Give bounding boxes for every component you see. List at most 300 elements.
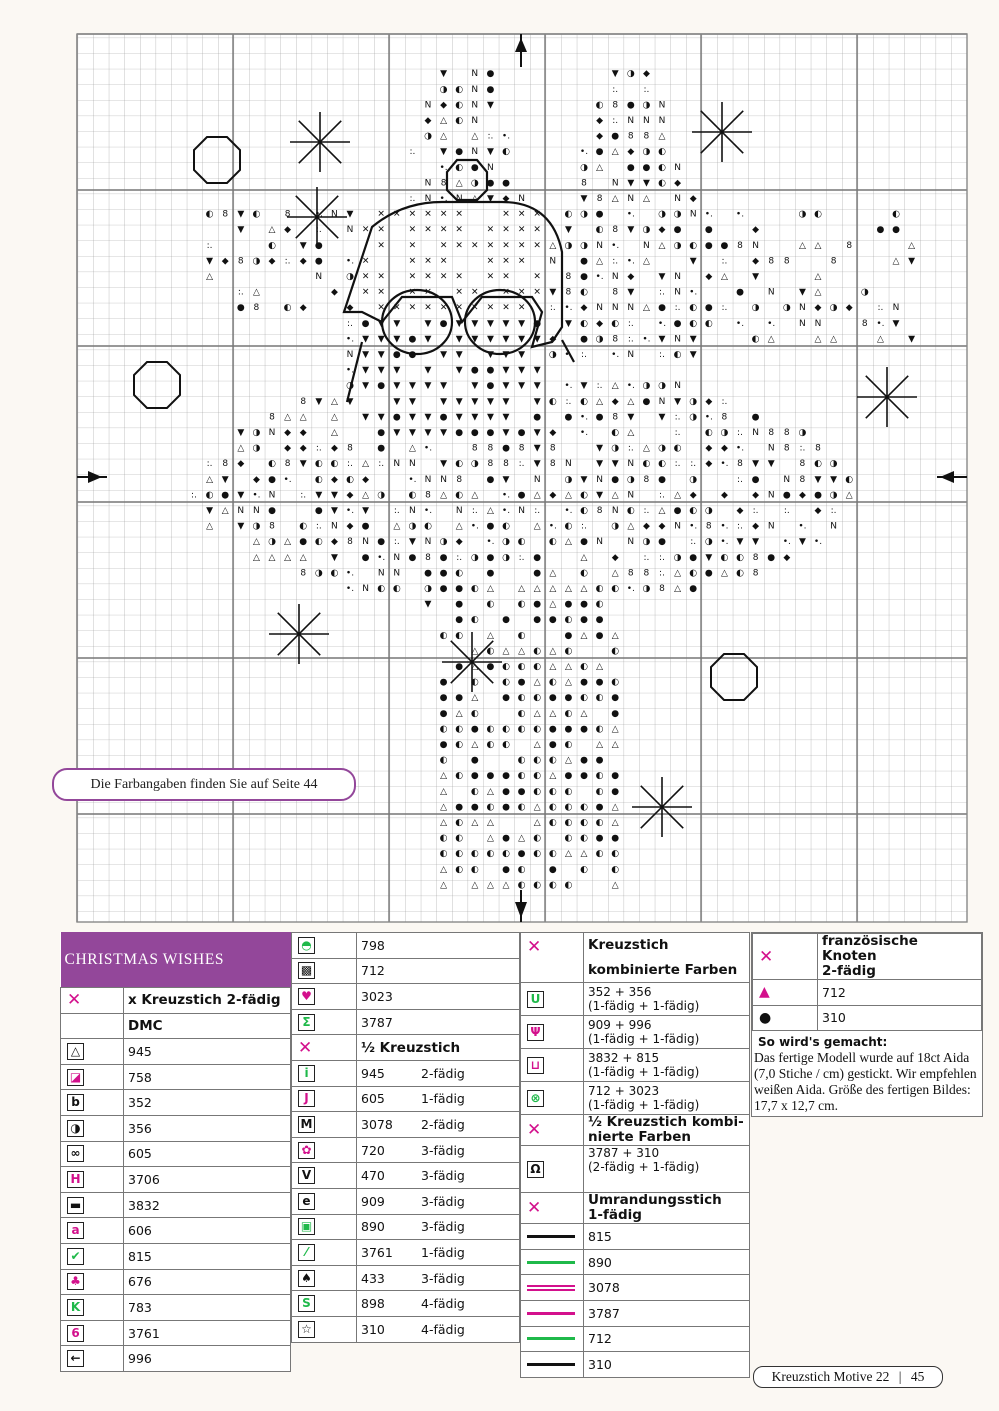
svg-text:N: N [689,209,697,220]
svg-text:▼: ▼ [346,396,354,407]
svg-text:◐: ◐ [689,568,698,579]
svg-text:✕: ✕ [502,209,510,220]
svg-text:◐: ◐ [205,490,214,501]
svg-text:●: ● [533,552,542,563]
stitch-symbol-icon: M [298,1116,315,1133]
svg-text:◐: ◐ [892,209,900,220]
svg-text:▼: ▼ [330,506,338,516]
svg-text:◐: ◐ [470,786,479,797]
svg-text:●: ● [502,771,510,782]
svg-text:▼: ▼ [362,334,370,345]
svg-text:▼: ▼ [533,334,541,345]
svg-text::.: :. [471,506,478,516]
svg-text:◆: ◆ [284,428,292,438]
svg-text:8: 8 [581,178,587,189]
svg-text:N: N [549,256,557,267]
svg-text:•.: •. [345,365,355,376]
svg-text::.: :. [627,334,634,345]
svg-text:●: ● [502,693,510,704]
svg-text:✕: ✕ [439,272,448,282]
svg-text:N: N [424,100,432,111]
svg-text:●: ● [548,740,557,750]
svg-text:△: △ [284,537,292,548]
svg-text:◐: ◐ [611,428,620,438]
svg-text:●: ● [439,677,448,688]
svg-text:◐: ◐ [533,755,542,766]
svg-text:N: N [611,303,619,314]
svg-text:N: N [830,521,837,532]
svg-text:N: N [518,194,525,204]
svg-text:▼: ▼ [330,490,338,501]
svg-text::.: :. [549,303,556,314]
svg-text:△: △ [611,802,619,813]
svg-text:✕: ✕ [377,240,385,251]
svg-text:◐: ◐ [314,459,323,470]
svg-text:●: ● [486,474,495,485]
svg-text:◆: ◆ [237,459,245,470]
stitch-symbol-icon: ∞ [67,1145,84,1162]
svg-text:8: 8 [783,428,790,438]
svg-text:◆: ◆ [752,490,760,501]
svg-text:●: ● [611,708,620,719]
svg-text:▼: ▼ [533,396,541,407]
svg-text:8: 8 [300,568,307,579]
svg-text:8: 8 [347,443,353,454]
svg-text:●: ● [502,178,510,189]
svg-text:△: △ [486,506,494,516]
svg-text:✕: ✕ [533,287,541,298]
svg-text::.: :. [674,428,681,438]
svg-text:●: ● [470,428,479,438]
svg-text:•.: •. [423,443,433,454]
svg-text::.: :. [518,552,525,563]
svg-text:▼: ▼ [440,428,448,438]
svg-text:▼: ▼ [440,396,448,407]
svg-text:△: △ [440,131,448,142]
svg-text:●: ● [502,443,510,454]
svg-text:◐: ◐ [736,568,744,579]
svg-text:△: △ [580,584,588,594]
svg-text:▼: ▼ [502,381,510,392]
svg-text:▼: ▼ [408,537,416,548]
svg-text:△: △ [596,162,604,173]
svg-text:▼: ▼ [752,272,760,282]
svg-text:✕: ✕ [424,225,432,236]
svg-text:•.: •. [611,240,620,251]
svg-text:●: ● [455,599,464,610]
svg-text:◑: ◑ [564,240,573,251]
combined-cross-label: Kreuzstich [584,933,750,958]
svg-text:●: ● [470,771,479,782]
svg-text:✕: ✕ [377,209,385,220]
svg-text:●: ● [502,786,510,797]
svg-text:●: ● [720,240,729,251]
svg-text:8: 8 [643,568,650,579]
svg-text:◐: ◐ [424,521,432,532]
svg-text:△: △ [299,552,307,563]
svg-text:N: N [752,428,759,438]
svg-text:✕: ✕ [377,272,385,282]
svg-text:▼: ▼ [658,412,666,423]
svg-text:8: 8 [612,100,619,111]
svg-text:▼: ▼ [424,599,432,610]
svg-text:N: N [393,459,401,470]
svg-text:△: △ [814,287,822,298]
svg-text:●: ● [439,568,448,579]
svg-text:●: ● [704,303,713,314]
svg-text:●: ● [455,693,464,704]
svg-text:●: ● [486,381,495,392]
svg-text:N: N [767,443,775,454]
svg-text:◐: ◐ [486,740,495,750]
cross-stitch-icon: ✕ [67,990,82,1011]
svg-text:●: ● [502,864,510,875]
svg-text:◐: ◐ [580,693,588,704]
svg-text:◆: ◆ [814,506,822,516]
svg-text:▼: ▼ [502,428,510,438]
svg-text:●: ● [486,771,495,782]
svg-text:●: ● [392,350,401,360]
svg-text:◐: ◐ [533,833,542,844]
svg-text:◐: ◐ [517,880,526,891]
svg-text:◐: ◐ [517,662,526,672]
svg-text:N: N [315,272,323,282]
svg-text:▼: ▼ [486,396,494,407]
combo-symbol-icon: U [527,991,544,1008]
svg-text:N: N [424,194,432,204]
svg-text:N: N [424,537,432,548]
svg-text:◆: ◆ [689,194,697,204]
svg-text:●: ● [580,599,588,610]
svg-text:△: △ [564,677,572,688]
svg-text:▼: ▼ [455,318,463,329]
svg-text:N: N [596,240,603,251]
svg-text:◐: ◐ [455,568,464,579]
svg-text:N: N [627,116,635,126]
svg-text:△: △ [564,662,572,672]
svg-text:•.: •. [501,490,511,501]
svg-text:✕: ✕ [439,303,448,314]
svg-text:▼: ▼ [486,100,494,111]
svg-text:△: △ [549,708,557,719]
svg-text:●: ● [595,833,604,844]
svg-text::.: :. [393,537,400,548]
svg-text:◆: ◆ [752,256,760,267]
svg-text:◐: ◐ [470,584,479,594]
half-combo-threads: (2-fädig + 1-fädig) [588,1160,700,1175]
svg-text:●: ● [439,693,448,704]
svg-text:✕: ✕ [424,209,432,220]
dmc-color-number: 798 [357,933,520,959]
svg-text:8: 8 [799,459,806,470]
svg-text:△: △ [502,880,510,891]
svg-text:✕: ✕ [424,256,432,267]
svg-text:◐: ◐ [673,350,682,360]
svg-text:✕: ✕ [517,256,526,267]
svg-text:◑: ◑ [642,100,651,111]
svg-text:N: N [455,506,463,516]
svg-text:N: N [409,506,416,516]
svg-text:◆: ◆ [705,443,713,454]
stitch-symbol-icon: V [298,1167,315,1184]
svg-text:●: ● [299,537,308,548]
svg-text:▼: ▼ [564,318,572,329]
svg-text:●: ● [580,334,588,345]
svg-text:◐: ◐ [580,662,588,672]
svg-text:N: N [658,116,666,126]
svg-text:◐: ◐ [642,459,651,470]
outline-line-swatch [527,1312,575,1315]
svg-text:◆: ◆ [736,506,744,516]
svg-text:◑: ◑ [642,147,651,158]
svg-text:•.: •. [579,147,589,158]
svg-text:8: 8 [222,209,229,220]
svg-text:8: 8 [347,537,353,548]
svg-text:N: N [627,537,635,548]
svg-text:N: N [533,474,541,485]
svg-text:•.: •. [252,490,261,501]
svg-text:◐: ◐ [439,724,448,735]
svg-text:◆: ◆ [720,443,728,454]
svg-text:●: ● [580,724,588,735]
svg-text:△: △ [549,646,557,657]
svg-text:●: ● [470,802,479,813]
svg-text:●: ● [611,131,620,142]
svg-text:N: N [627,490,635,501]
stitch-symbol-icon: a [67,1222,84,1239]
svg-text:8: 8 [284,209,291,220]
svg-text:●: ● [564,412,573,423]
svg-text:N: N [674,194,681,204]
svg-text:△: △ [720,272,728,282]
svg-text:△: △ [533,677,541,688]
svg-text:◐: ◐ [580,506,588,516]
svg-text:✕: ✕ [502,287,510,298]
svg-text:◑: ◑ [611,521,620,532]
svg-text:8: 8 [612,412,619,423]
svg-text:●: ● [439,318,448,329]
svg-text:▼: ▼ [330,552,338,563]
svg-text::.: :. [596,381,603,392]
svg-text:●: ● [486,521,495,532]
svg-text:△: △ [533,802,541,813]
svg-text:△: △ [206,521,214,532]
svg-text:●: ● [268,506,276,516]
svg-text::.: :. [737,428,743,438]
svg-text:△: △ [486,786,494,797]
svg-text:▼: ▼ [642,178,650,189]
svg-text:◐: ◐ [439,833,448,844]
svg-text:△: △ [237,443,245,454]
svg-text:◑: ◑ [377,490,386,501]
svg-text:◐: ◐ [533,646,542,657]
svg-text:●: ● [642,396,651,407]
dmc-color-number: 898 [357,1291,418,1317]
svg-text:▼: ▼ [767,459,775,470]
svg-text:8: 8 [456,474,463,485]
svg-text:△: △ [674,584,682,594]
svg-text:△: △ [455,521,463,532]
svg-text:◐: ◐ [580,568,588,579]
svg-text:△: △ [658,240,666,251]
outline-stitch-label: Umrandungsstich 1-fädig [584,1193,750,1224]
svg-text:•.: •. [564,381,573,392]
svg-text:△: △ [533,521,541,532]
svg-text:N: N [767,287,775,298]
svg-text:8: 8 [815,443,821,454]
svg-text:●: ● [751,474,760,485]
svg-text:●: ● [814,490,822,501]
svg-text:8: 8 [768,256,775,267]
svg-text:•.: •. [642,334,651,345]
outline-line-swatch [527,1363,575,1366]
svg-text:◑: ◑ [673,209,682,220]
svg-text:◑: ◑ [704,537,713,548]
svg-text:N: N [596,303,603,314]
svg-text:•.: •. [626,584,635,594]
svg-text:△: △ [440,786,448,797]
stitch-symbol-icon: ◑ [67,1120,84,1137]
svg-text:8: 8 [237,256,244,267]
svg-text:△: △ [642,194,650,204]
dmc-color-number: 433 [357,1265,418,1291]
svg-text:✕: ✕ [502,240,510,251]
svg-text:◐: ◐ [658,178,666,189]
svg-text:●: ● [595,677,604,688]
svg-text:●: ● [689,584,698,594]
svg-text:✕: ✕ [439,225,448,236]
svg-text:◐: ◐ [408,490,417,501]
svg-text:▼: ▼ [752,537,760,548]
svg-text:◑: ◑ [689,412,698,423]
svg-text::.: :. [643,506,650,516]
svg-text:✕: ✕ [439,240,448,251]
svg-text:◐: ◐ [689,506,698,516]
svg-text:◐: ◐ [658,459,666,470]
svg-text:●: ● [564,599,573,610]
svg-text:◆: ◆ [596,116,604,126]
svg-text:◆: ◆ [424,116,432,126]
knot-symbol-icon: ● [759,1009,772,1026]
stitch-symbol-icon: ◪ [67,1069,84,1086]
svg-text::.: :. [799,443,806,454]
svg-text::.: :. [315,443,322,454]
svg-text:•.: •. [345,584,355,594]
svg-text:N: N [424,474,432,485]
svg-text:◐: ◐ [564,521,573,532]
svg-text:◐: ◐ [517,802,526,813]
svg-text:●: ● [408,350,417,360]
svg-text:•.: •. [345,256,355,267]
svg-text::.: :. [206,459,213,470]
svg-text:◐: ◐ [658,147,666,158]
combo-threads: (1-fädig + 1-fädig) [588,1098,700,1113]
svg-text:◑: ◑ [642,225,651,236]
svg-text:◐: ◐ [455,833,464,844]
stitch-symbol-icon: ✿ [298,1142,315,1159]
svg-text:✕: ✕ [439,256,448,267]
svg-text:▼: ▼ [486,147,494,158]
half-combo-icon: ✕ [527,1120,542,1141]
svg-text:●: ● [268,474,276,485]
svg-text:✕: ✕ [502,256,510,267]
svg-text:8: 8 [705,521,712,532]
omega-symbol-icon: Ω [527,1161,544,1178]
dmc-color-number: 3706 [124,1167,291,1193]
svg-text:✕: ✕ [408,287,417,298]
svg-text:△: △ [674,568,682,579]
svg-text::.: :. [409,147,416,158]
svg-text:△: △ [580,552,588,563]
svg-text:◐: ◐ [314,474,323,485]
svg-text:△: △ [471,740,479,750]
svg-text:◑: ◑ [424,131,432,142]
svg-text:•.: •. [439,194,448,204]
svg-text:●: ● [502,802,510,813]
svg-text:◑: ◑ [439,84,448,95]
svg-text:▼: ▼ [362,350,370,360]
svg-text:◑: ◑ [829,459,838,470]
svg-text:△: △ [252,287,260,298]
svg-text:◐: ◐ [470,708,479,719]
svg-text:◐: ◐ [533,693,542,704]
svg-text:N: N [799,303,806,314]
svg-text:●: ● [595,630,604,641]
svg-text:△: △ [268,225,276,236]
svg-text:◑: ◑ [502,552,510,563]
svg-text::.: :. [627,318,634,329]
svg-text::.: :. [612,256,619,267]
svg-text:◐: ◐ [502,662,510,672]
svg-text:△: △ [440,818,448,828]
svg-text:✕: ✕ [408,303,417,314]
svg-text:▼: ▼ [580,194,588,204]
svg-text:△: △ [798,240,806,251]
svg-text:▼: ▼ [658,272,666,282]
svg-text:✕: ✕ [486,256,495,267]
svg-text:◐: ◐ [689,318,698,329]
french-knot-label: französische Knoten 2-fädig [818,934,982,980]
svg-text:N: N [611,178,619,189]
svg-text:▼: ▼ [393,428,401,438]
svg-text:8: 8 [596,194,603,204]
svg-text::.: :. [347,459,353,470]
svg-text:◐: ◐ [548,802,557,813]
svg-text::.: :. [690,537,697,548]
svg-text:▼: ▼ [237,428,245,438]
svg-text:✕: ✕ [471,287,479,298]
svg-text:◐: ◐ [314,537,323,548]
svg-text:◐: ◐ [517,537,526,548]
svg-text:◐: ◐ [205,209,214,220]
svg-text:✕: ✕ [361,272,370,282]
svg-text::.: :. [643,552,650,563]
svg-text:◆: ◆ [440,100,448,111]
svg-text:◐: ◐ [486,646,495,657]
svg-text:N: N [362,537,369,548]
combo-symbol-icon: Ψ [527,1024,544,1041]
svg-text:●: ● [439,584,448,594]
svg-text:•.: •. [486,537,495,548]
svg-text:◐: ◐ [502,147,510,158]
svg-text:△: △ [767,334,775,345]
svg-text:N: N [440,474,447,485]
svg-text:▼: ▼ [393,365,401,376]
svg-text:▼: ▼ [518,318,526,329]
svg-text:◐: ◐ [548,880,557,891]
svg-text:N: N [565,459,572,470]
svg-text:◐: ◐ [455,630,464,641]
